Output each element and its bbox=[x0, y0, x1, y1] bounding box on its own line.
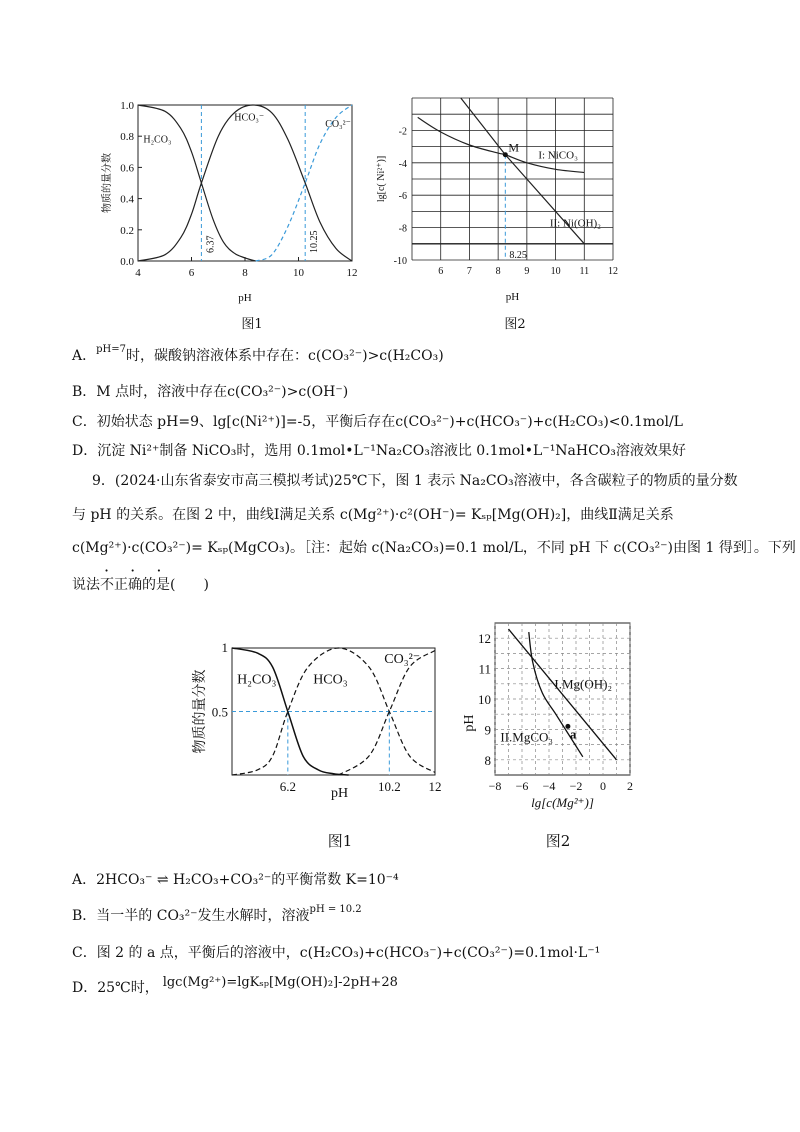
q8-fig2-ytick-label: -2 bbox=[398, 126, 407, 138]
q9-stem-line3: c(Mg²⁺)·c(CO₃²⁻)= Kₛₚ(MgCO₃)。［注：起始 c(Na₂CO₃)=0.1 mol/L，不同 pH 下 c(CO₃²⁻)由图 1 得到］。下列 bbox=[72, 540, 796, 556]
q8-fig1-xtick-label: 8 bbox=[242, 267, 248, 279]
q9-fig2-ytick-label: 8 bbox=[484, 752, 491, 768]
q9-fig2-xtick-label: −8 bbox=[488, 779, 502, 793]
q8-fig2-ytick-label: -6 bbox=[398, 191, 407, 203]
q8-fig1-annotation-637: 6.37 bbox=[205, 235, 217, 253]
q8-fig2-series-nico3 bbox=[418, 117, 585, 172]
q9-fig2-xtick-label: −4 bbox=[542, 779, 556, 793]
q9-stem-line4-start: 说法 bbox=[72, 577, 100, 593]
q8-fig2-chart bbox=[370, 90, 630, 315]
q9-option-b-text: B．当一半的 CO₃²⁻发生水解时，溶液 bbox=[72, 908, 310, 924]
q8-fig1-legend-h2co3: H₂CO₃ bbox=[143, 134, 172, 146]
q9-fig1-caption: 图1 bbox=[327, 832, 353, 850]
q8-fig1-ylabel: 物质的量分数 bbox=[102, 153, 113, 213]
q9-fig1-xtick-label: 12 bbox=[428, 779, 442, 794]
q9-fig2-ylabel: pH bbox=[462, 714, 477, 732]
q8-fig1-caption: 图1 bbox=[241, 317, 263, 332]
q9-option-d-prefix: D．25℃时， bbox=[72, 980, 159, 996]
q9-fig2-chart bbox=[462, 615, 655, 825]
q9-fig2-label-a: a bbox=[569, 726, 577, 742]
q9-stem-line4-end: 的是( ) bbox=[142, 577, 209, 593]
q8-fig1-ytick-label: 0.4 bbox=[120, 193, 134, 206]
q8-fig2-ytick-label: -10 bbox=[393, 256, 407, 267]
q8-fig2-caption: 图2 bbox=[504, 317, 526, 332]
q8-fig2-ytick-label: -8 bbox=[398, 223, 407, 235]
q8-fig2-xtick-label: 6 bbox=[438, 266, 444, 277]
q8-fig1-xtick-label: 10 bbox=[293, 267, 304, 279]
q9-fig1-xlabel: pH bbox=[330, 786, 349, 801]
q8-fig2-xlabel: pH bbox=[505, 291, 520, 303]
q8-fig1-ytick-label: 0.6 bbox=[120, 162, 134, 175]
q8-fig2-xtick-label: 7 bbox=[466, 266, 472, 277]
q9-fig2-ytick-label: 10 bbox=[478, 692, 491, 707]
q8-fig2-xtick-label: 9 bbox=[524, 266, 530, 277]
q8-fig2-xtick-label: 12 bbox=[608, 266, 618, 277]
q8-option-c: C．初始状态 pH=9、lg[c(Ni²⁺)]=-5，平衡后存在c(CO₃²⁻)+c(HCO₃⁻)+c(H₂CO₃)<0.1mol/L bbox=[72, 414, 683, 430]
q9-fig1-series-co3 bbox=[339, 651, 435, 776]
q8-fig1-series-h2co3 bbox=[138, 105, 256, 261]
q9-fig1-chart bbox=[190, 640, 450, 810]
q8-fig1-legend-co3: CO₃²⁻ bbox=[325, 118, 351, 130]
q9-fig1-ylabel: 物质的量分数 bbox=[193, 669, 208, 754]
q9-fig2-caption: 图2 bbox=[545, 832, 571, 850]
q9-option-d-formula: lgc(Mg²⁺)=lgKₛₚ[Mg(OH)₂]-2pH+28 bbox=[162, 975, 398, 990]
q9-fig1-ytick-label: 1 bbox=[221, 640, 228, 655]
q9-option-d bbox=[72, 975, 398, 999]
q9-fig1-xtick-label: 6.2 bbox=[279, 779, 296, 794]
q9-option-b-ph: pH = 10.2 bbox=[309, 904, 362, 915]
q9-option-c: C．图 2 的 a 点，平衡后的溶液中，c(H₂CO₃)+c(HCO₃⁻)+c(CO₃²⁻)=0.1mol·L⁻¹ bbox=[72, 945, 601, 961]
q9-emphasis-dots: · · · bbox=[104, 561, 170, 580]
q8-fig1-annotation-1025: 10.25 bbox=[309, 230, 321, 253]
q8-option-a-text: 时，碳酸钠溶液体系中存在：c(CO₃²⁻)>c(H₂CO₃) bbox=[126, 348, 444, 364]
q8-fig1-legend-hco3: HCO₃⁻ bbox=[234, 112, 265, 124]
q8-fig2-xtick-label: 11 bbox=[579, 266, 590, 277]
q8-fig1-xlabel: pH bbox=[238, 292, 252, 304]
q9-option-b bbox=[72, 906, 362, 928]
q9-fig2-xtick-label: 0 bbox=[600, 779, 606, 793]
q9-stem-line2: 与 pH 的关系。在图 2 中，曲线Ⅰ满足关系 c(Mg²⁺)·c²(OH⁻)= Kₛₚ[Mg(OH)₂]，曲线Ⅱ满足关系 bbox=[72, 507, 674, 523]
q9-fig2-ytick-label: 11 bbox=[478, 661, 491, 677]
q8-fig1-ytick-label: 0.8 bbox=[120, 131, 134, 144]
q8-option-a-ph: pH=7 bbox=[96, 344, 126, 355]
q9-fig2-ytick-label: 9 bbox=[484, 722, 491, 738]
q9-fig2-legend-mgoh2: I.Mg(OH)₂ bbox=[554, 676, 613, 692]
q9-stem-line1: 9．(2024·山东省泰安市高三模拟考试)25℃下，图 1 表示 Na₂CO₃溶液中，各含碳粒子的物质的量分数 bbox=[92, 473, 738, 489]
q8-option-d: D．沉淀 Ni²⁺制备 NiCO₃时，选用 0.1mol•L⁻¹Na₂CO₃溶液比 0.1mol•L⁻¹NaHCO₃溶液效果好 bbox=[72, 443, 686, 459]
q8-fig1-ytick-label: 0.0 bbox=[120, 256, 134, 268]
q8-fig1-chart bbox=[100, 95, 370, 310]
q8-fig2-legend-nioh2: II: Ni(OH)₂ bbox=[549, 217, 602, 230]
q9-fig2-xtick-label: −6 bbox=[515, 779, 529, 793]
q9-fig2-ytick-label: 12 bbox=[478, 631, 491, 647]
q8-option-b: B．M 点时，溶液中存在c(CO₃²⁻)>c(OH⁻) bbox=[72, 384, 349, 400]
q8-fig2-legend-nico3: I: NiCO₃ bbox=[538, 149, 578, 162]
q8-fig2-ytick-label: -4 bbox=[398, 158, 407, 170]
q8-fig2-xtick-label: 10 bbox=[550, 266, 561, 277]
q8-fig1-ytick-label: 1.0 bbox=[120, 100, 134, 112]
q9-option-a: A．2HCO₃⁻ ⇌ H₂CO₃+CO₃²⁻的平衡常数 K=10⁻⁴ bbox=[72, 872, 399, 888]
q8-fig1-xtick-label: 4 bbox=[135, 267, 141, 279]
q9-fig1-legend-co3: CO₃²⁻ bbox=[384, 652, 421, 668]
q9-fig1-legend-hco3: HCO₃ bbox=[313, 672, 348, 688]
q8-fig2-ylabel: lg[c( Ni²⁺)] bbox=[376, 155, 387, 203]
q9-fig2-legend-mgco3: II.MgCO₃ bbox=[500, 729, 553, 745]
q8-fig1-xtick-label: 6 bbox=[188, 267, 195, 279]
q9-fig2-xlabel: lg[c(Mg²⁺)] bbox=[531, 795, 594, 810]
q8-fig1-ytick-label: 0.2 bbox=[120, 224, 134, 237]
q8-fig2-label-m: M bbox=[508, 140, 519, 155]
q9-fig1-ytick-label: 0.5 bbox=[211, 704, 228, 720]
q9-fig2-xtick-label: −2 bbox=[569, 779, 583, 793]
q8-fig2-xtick-label: 8 bbox=[495, 266, 501, 277]
q8-fig2-annotation-825: 8.25 bbox=[509, 250, 527, 261]
q9-fig1-legend-h2co3: H₂CO₃ bbox=[237, 672, 277, 688]
q8-fig2-point-m bbox=[503, 152, 508, 157]
q8-fig1-xtick-label: 12 bbox=[346, 267, 358, 279]
q9-fig1-xtick-label: 10.2 bbox=[377, 779, 401, 794]
q9-stem-emphasis: 不正确 bbox=[100, 577, 142, 593]
q8-option-a bbox=[72, 346, 444, 368]
q8-option-a-prefix: A． bbox=[72, 348, 97, 364]
q9-fig2-xtick-label: 2 bbox=[627, 779, 633, 793]
